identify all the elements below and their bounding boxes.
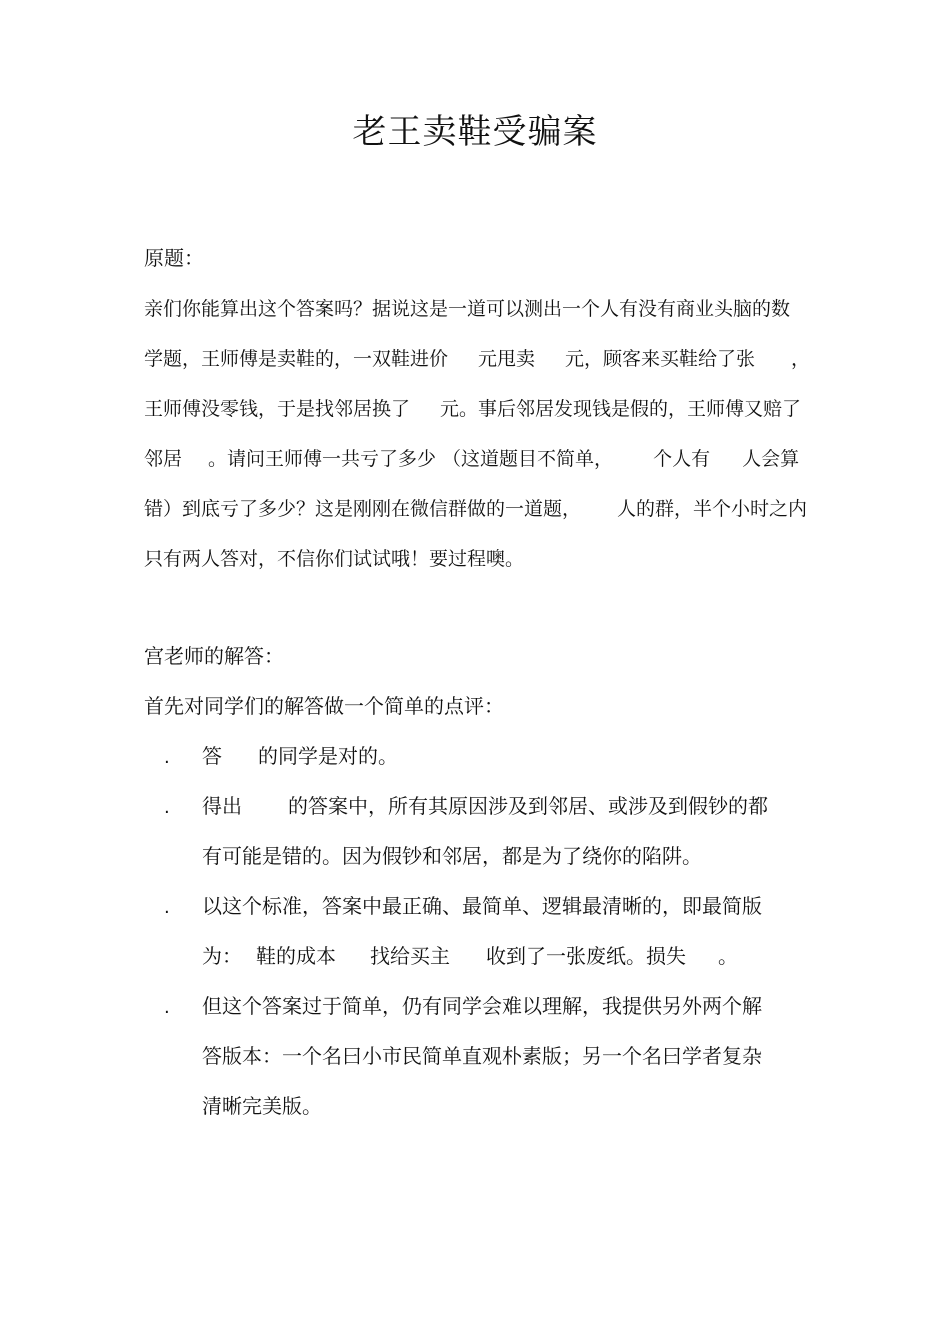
original-line-2: 学题，王师傅是卖鞋的，一双鞋进价 元甩卖 元，顾客来买鞋给了张 ， — [144, 348, 811, 370]
list-item-3-line-1: 以这个标准，答案中最正确、最简单、逻辑最清晰的，即最简版 — [202, 894, 762, 918]
original-line-3: 王师傅没零钱，于是找邻居换了 元。事后邻居发现钱是假的，王师傅又赔了 — [144, 398, 802, 420]
list-item-4-line-2: 答版本：一个名曰小市民简单直观朴素版；另一个名曰学者复杂 — [202, 1044, 762, 1068]
document-title: 老王卖鞋受骗案 — [352, 112, 598, 152]
original-line-5: 错）到底亏了多少？这是刚刚在微信群做的一道题， 人的群，半个小时之内 — [144, 498, 808, 520]
solution-heading: 宫老师的解答： — [144, 644, 284, 668]
list-item-2-line-1: 得出 的答案中，所有其原因涉及到邻居、或涉及到假钞的都 — [202, 794, 768, 818]
original-line-1: 亲们你能算出这个答案吗？据说这是一道可以测出一个人有没有商业头脑的数 — [144, 298, 791, 320]
original-line-6: 只有两人答对，不信你们试试哦！要过程噢。 — [144, 548, 525, 570]
list-item-1-line-1: 答 的同学是对的。 — [202, 744, 398, 768]
list-item-2-line-2: 有可能是错的。因为假钞和邻居，都是为了绕你的陷阱。 — [202, 844, 702, 868]
original-line-4: 邻居 。请问王师傅一共亏了多少 （这道题目不简单， 个人有 人会算 — [144, 448, 800, 470]
list-item-3-line-2: 为： 鞋的成本 找给买主 收到了一张废纸。损失 。 — [202, 944, 738, 968]
list-bullet: . — [164, 997, 170, 1018]
list-bullet: . — [164, 747, 170, 768]
original-heading: 原题： — [144, 246, 204, 270]
solution-intro: 首先对同学们的解答做一个简单的点评： — [144, 694, 504, 718]
list-item-4-line-1: 但这个答案过于简单，仍有同学会难以理解，我提供另外两个解 — [202, 994, 762, 1018]
list-item-4-line-3: 清晰完美版。 — [202, 1094, 322, 1118]
list-bullet: . — [164, 897, 170, 918]
list-bullet: . — [164, 797, 170, 818]
